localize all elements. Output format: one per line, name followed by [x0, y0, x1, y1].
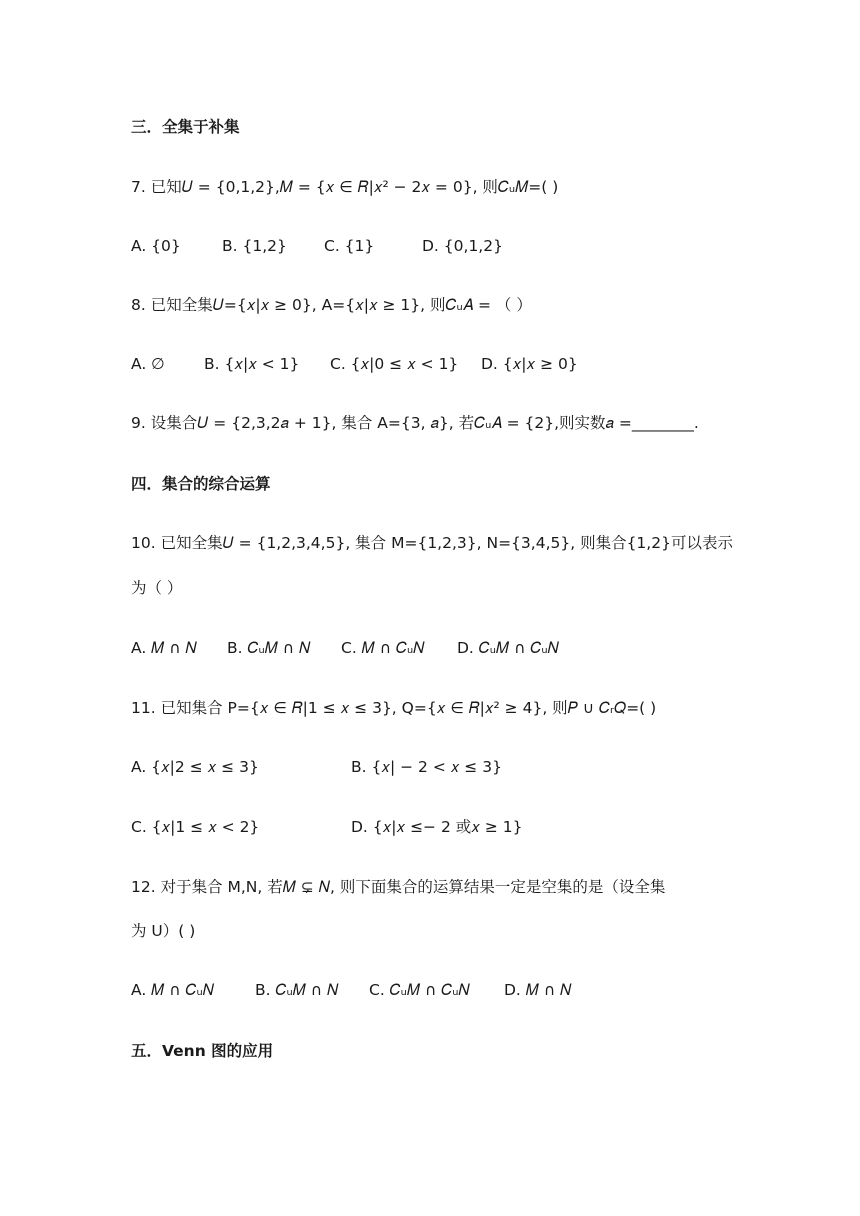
question-10-stem-line-1: 10. 已知全集𝑈 = {1,2,3,4,5}, 集合 M={1,2,3}, N={3,4,5}, 则集合{1,2}可以表示 — [131, 534, 733, 552]
question-7-option-d: D. {0,1,2} — [422, 237, 503, 255]
question-9-stem: 9. 设集合𝑈 = {2,3,2𝑎 + 1}, 集合 A={3, 𝑎}, 若𝐶ᵤ𝐴 = {2},则实数𝑎 =________. — [131, 414, 699, 432]
question-8-option-b: B. {𝑥|𝑥 < 1} — [204, 355, 300, 373]
question-11-option-b: B. {𝑥| − 2 < 𝑥 ≤ 3} — [351, 758, 502, 776]
question-11-option-d: D. {𝑥|𝑥 ≤− 2 或𝑥 ≥ 1} — [351, 818, 523, 836]
question-12-option-a: A. 𝑀 ∩ 𝐶ᵤ𝑁 — [131, 981, 215, 999]
question-7-option-c: C. {1} — [324, 237, 375, 255]
question-8-option-a: A. ∅ — [131, 355, 165, 373]
question-7-option-a: A. {0} — [131, 237, 181, 255]
question-8-option-d: D. {𝑥|𝑥 ≥ 0} — [481, 355, 578, 373]
question-10-option-d: D. 𝐶ᵤ𝑀 ∩ 𝐶ᵤ𝑁 — [457, 639, 559, 657]
question-12-stem-line-2: 为 U）( ) — [131, 922, 196, 940]
question-10-stem-line-2: 为（ ） — [131, 579, 183, 597]
question-12-option-b: B. 𝐶ᵤ𝑀 ∩ 𝑁 — [255, 981, 339, 999]
question-11-option-c: C. {𝑥|1 ≤ 𝑥 < 2} — [131, 818, 260, 836]
question-11-option-a: A. {𝑥|2 ≤ 𝑥 ≤ 3} — [131, 758, 259, 776]
question-12-option-c: C. 𝐶ᵤ𝑀 ∩ 𝐶ᵤ𝑁 — [369, 981, 470, 999]
question-7-option-b: B. {1,2} — [222, 237, 287, 255]
question-10-option-a: A. 𝑀 ∩ 𝑁 — [131, 639, 197, 657]
question-7-stem: 7. 已知𝑈 = {0,1,2},𝑀 = {𝑥 ∈ 𝑅|𝑥² − 2𝑥 = 0}, 则𝐶ᵤ𝑀=( ) — [131, 178, 559, 196]
section-heading-5: 五．Venn 图的应用 — [131, 1042, 274, 1060]
question-8-stem: 8. 已知全集𝑈={𝑥|𝑥 ≥ 0}, A={𝑥|𝑥 ≥ 1}, 则𝐶ᵤ𝐴 = （ ） — [131, 296, 532, 314]
question-11-stem: 11. 已知集合 P={𝑥 ∈ 𝑅|1 ≤ 𝑥 ≤ 3}, Q={𝑥 ∈ 𝑅|𝑥² ≥ 4}, 则𝑃 ∪ 𝐶ᵣ𝑄=( ) — [131, 699, 657, 717]
question-8-option-c: C. {𝑥|0 ≤ 𝑥 < 1} — [330, 355, 459, 373]
question-12-stem-line-1: 12. 对于集合 M,N, 若𝑀 ⊊ 𝑁, 则下面集合的运算结果一定是空集的是（设全集 — [131, 878, 666, 896]
section-heading-3: 三．全集于补集 — [131, 118, 240, 136]
question-12-option-d: D. 𝑀 ∩ 𝑁 — [504, 981, 572, 999]
question-10-option-b: B. 𝐶ᵤ𝑀 ∩ 𝑁 — [227, 639, 311, 657]
question-10-option-c: C. 𝑀 ∩ 𝐶ᵤ𝑁 — [341, 639, 425, 657]
section-heading-4: 四．集合的综合运算 — [131, 475, 271, 493]
